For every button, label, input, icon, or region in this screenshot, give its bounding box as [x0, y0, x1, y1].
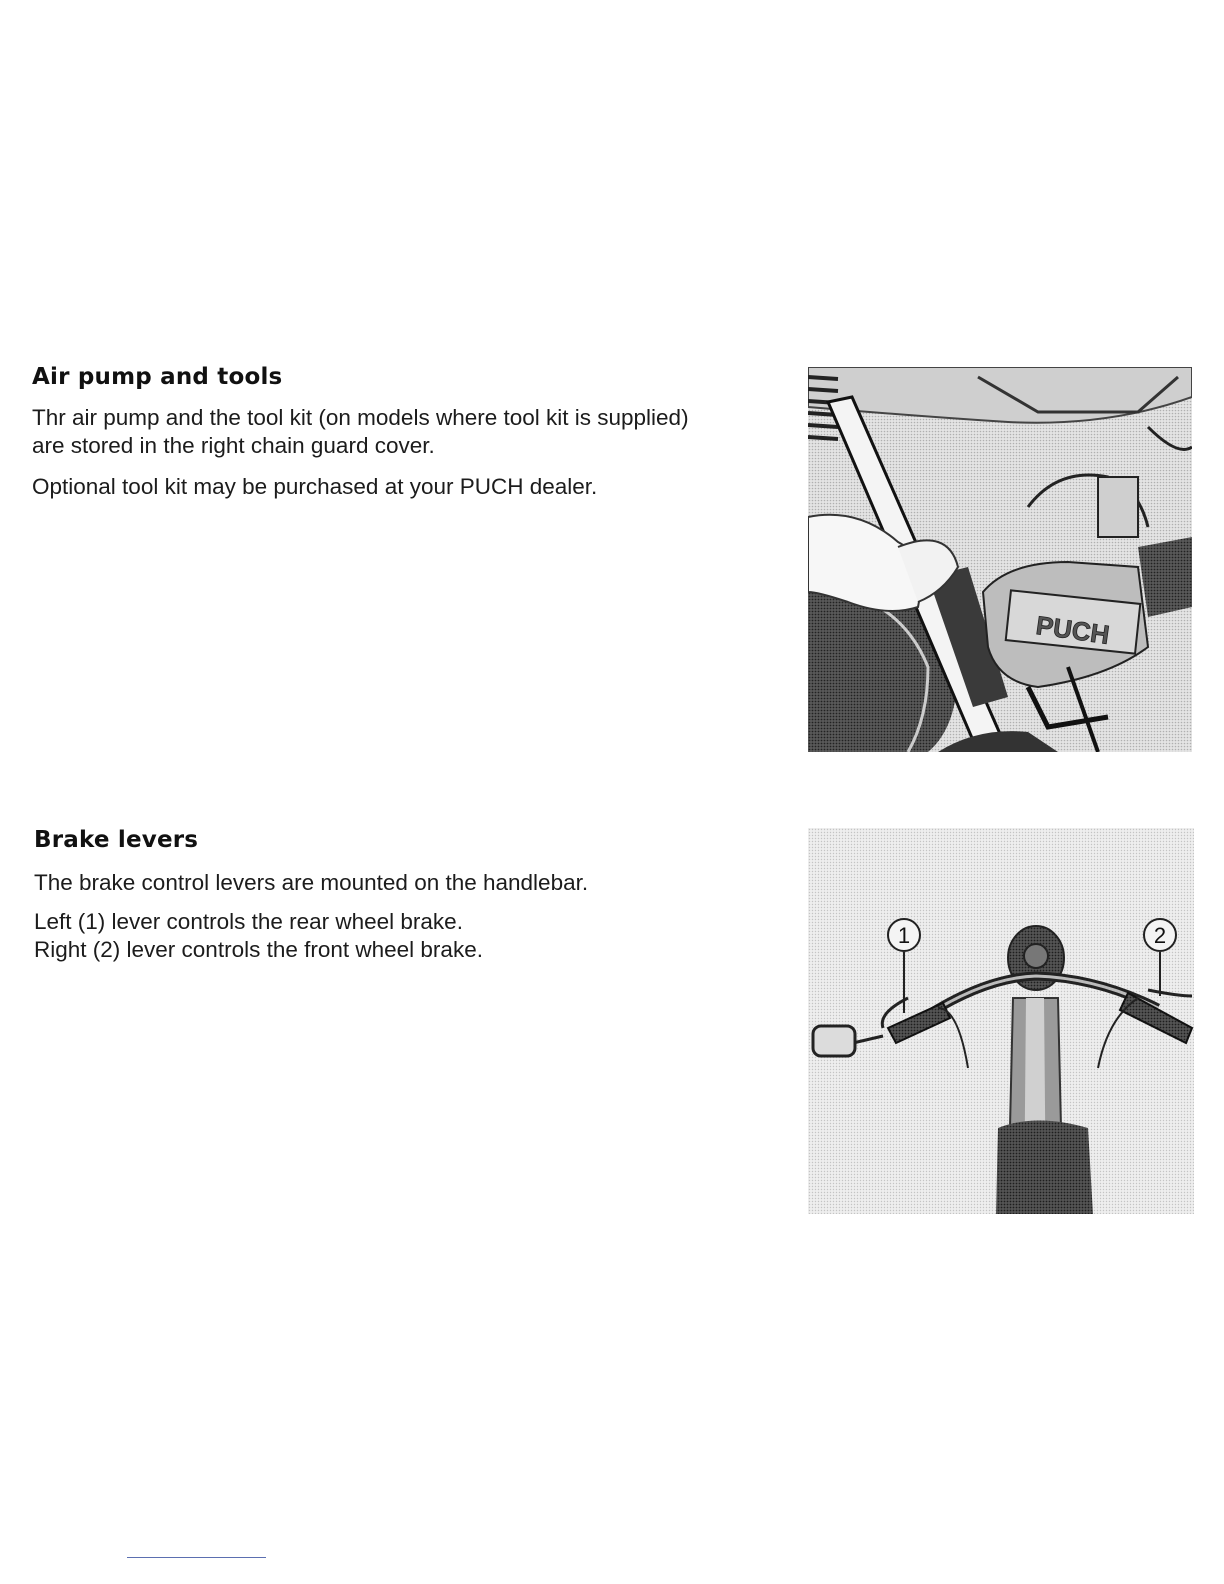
callout-1-label: 1	[897, 923, 911, 948]
air-pump-paragraph-1-line-1: Thr air pump and the tool kit (on models where tool kit is supplied)	[32, 405, 689, 430]
air-pump-paragraph-1-line-2: are stored in the right chain guard cover.	[32, 433, 435, 458]
engine-brand-label: PUCH	[1034, 609, 1112, 650]
air-pump-illustration	[808, 367, 1192, 752]
brake-levers-paragraph-2-line-1: Left (1) lever controls the rear wheel brake.	[34, 909, 463, 934]
callout-2-label: 2	[1153, 923, 1167, 948]
brake-levers-paragraph-1: The brake control levers are mounted on the handlebar.	[34, 870, 589, 895]
air-pump-paragraph-2: Optional tool kit may be purchased at your PUCH dealer.	[32, 474, 598, 499]
brake-levers-illustration	[808, 828, 1194, 1214]
page-footer-rule	[127, 1557, 266, 1558]
air-pump-heading: Air pump and tools	[32, 364, 283, 390]
brake-levers-heading: Brake levers	[34, 827, 199, 853]
callout-1-marker	[888, 919, 920, 951]
brake-levers-paragraph-2-line-2: Right (2) lever controls the front wheel brake.	[34, 937, 483, 962]
callout-2-marker	[1144, 919, 1176, 951]
